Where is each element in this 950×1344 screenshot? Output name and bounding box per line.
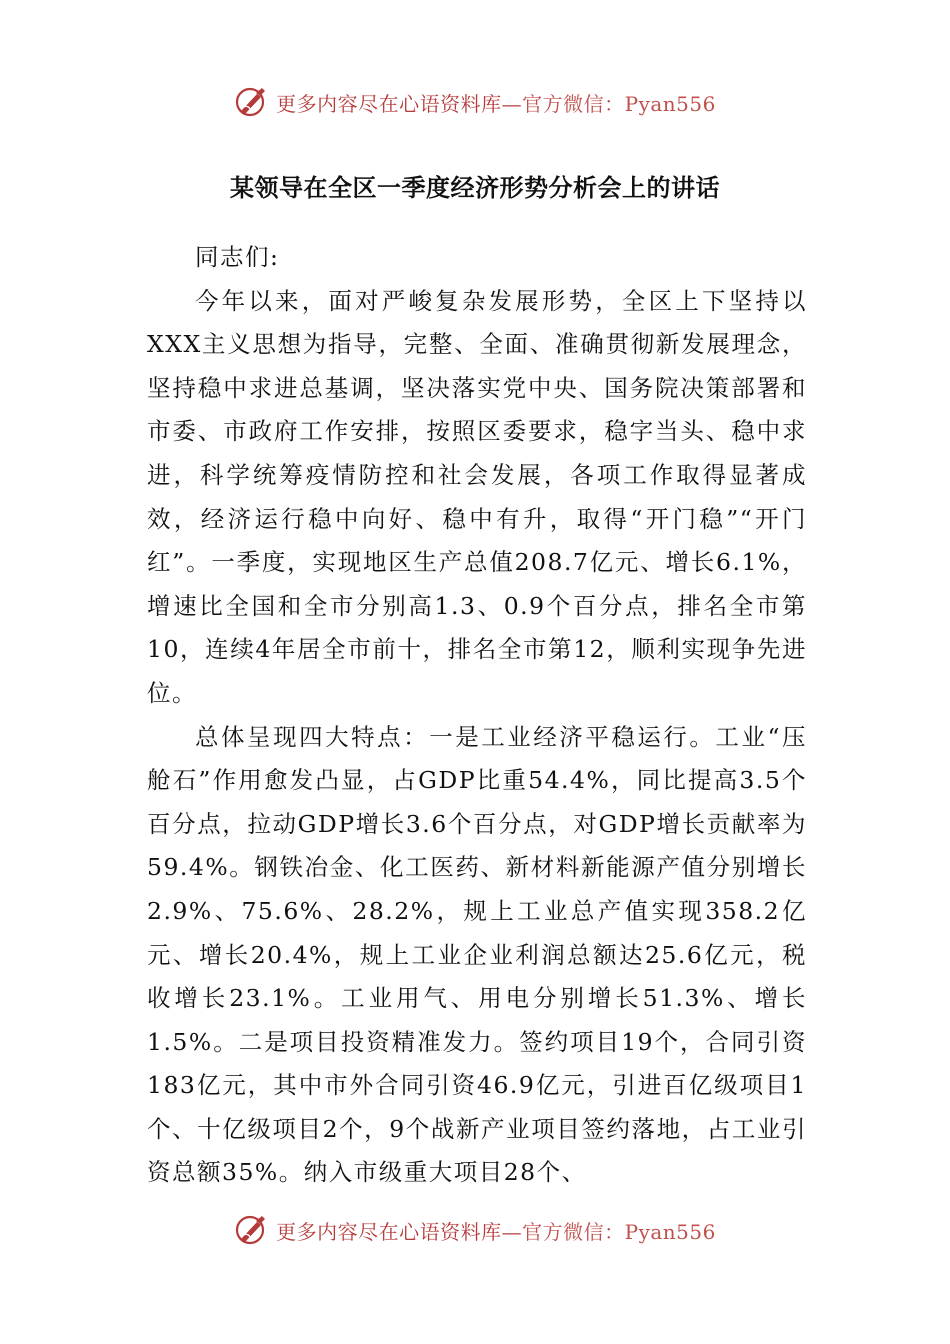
paragraph-2: 总体呈现四大特点：一是工业经济平稳运行。工业“压舱石”作用愈发凸显，占GDP比重54.4%，同比提高3.5个百分点，拉动GDP增长3.6个百分点，对GDP增长贡献率为59.4%。钢铁冶金、化工医药、新材料新能源产值分别增长2.9%、75.6%、28.2%，规上工业总产值实现358.2亿元、增长20.4%，规上工业企业利润总额达25.6亿元，税收增长23.1%。工业用气、用电分别增长51.3%、增长1.5%。二是项目投资精准发力。签约项目19个，合同引资183亿元，其中市外合同引资46.9亿元，引进百亿级项目1个、十亿级项目2个，9个战新产业项目签约落地，占工业引资总额35%。纳入市级重大项目28个、	[147, 722, 807, 1187]
greeting: 同志们:	[195, 243, 280, 271]
document-body	[147, 236, 807, 1195]
header-banner	[0, 82, 950, 122]
pen-logo-icon	[234, 85, 268, 119]
document-title: 某领导在全区一季度经济形势分析会上的讲话	[230, 174, 720, 202]
banner-text: 更多内容尽在心语资料库—官方微信：Pyan556	[276, 91, 716, 116]
banner-text: 更多内容尽在心语资料库—官方微信：Pyan556	[276, 1219, 716, 1244]
footer-banner	[0, 1210, 950, 1250]
pen-logo-icon	[234, 1213, 268, 1247]
paragraph-1: 今年以来，面对严峻复杂发展形势，全区上下坚持以XXX主义思想为指导，完整、全面、准确贯彻新发展理念，坚持稳中求进总基调，坚决落实党中央、国务院决策部署和市委、市政府工作安排，按照区委要求，稳字当头、稳中求进，科学统筹疫情防控和社会发展，各项工作取得显著成效，经济运行稳中向好、稳中有升，取得“开门稳”“开门红”。一季度，实现地区生产总值208.7亿元、增长6.1%，增速比全国和全市分别高1.3、0.9个百分点，排名全市第10，连续4年居全市前十，排名全市第12，顺利实现争先进位。	[147, 286, 807, 707]
